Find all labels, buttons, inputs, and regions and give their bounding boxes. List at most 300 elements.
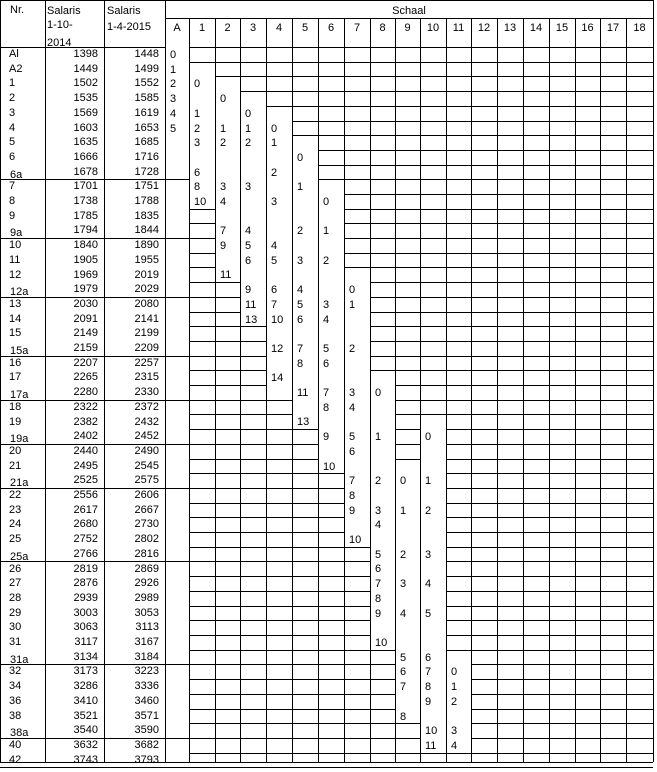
- row-nr: 36: [9, 694, 22, 707]
- row-nr: 19: [9, 415, 22, 428]
- row-salary-2014: 2680: [73, 518, 98, 531]
- scale-step: 2: [220, 137, 227, 149]
- row-nr: 21a: [10, 477, 29, 490]
- schaal-col-header: 17: [606, 22, 620, 34]
- row-salary-2015: 2141: [134, 312, 159, 325]
- scale-step: 4: [323, 314, 330, 326]
- scale-step: 1: [349, 299, 356, 311]
- scale-step: 5: [170, 123, 177, 135]
- row-nr: 31a: [10, 653, 29, 666]
- scale-step: 8: [400, 711, 407, 723]
- scale-step: 4: [220, 196, 227, 208]
- row-salary-2015: 2926: [134, 577, 159, 590]
- scale-step: 1: [425, 475, 432, 487]
- scale-step: 10: [375, 637, 388, 649]
- row-nr: 13: [9, 297, 22, 310]
- scale-step: 3: [271, 196, 278, 208]
- row-salary-2014: 3521: [73, 709, 98, 722]
- row-salary-2014: 1535: [73, 92, 98, 105]
- row-salary-2014: 2939: [73, 591, 98, 604]
- row-salary-2015: 1955: [134, 253, 159, 266]
- row-salary-2014: 1738: [73, 195, 98, 207]
- scale-step: 1: [245, 123, 252, 135]
- row-nr: 6a: [10, 168, 23, 181]
- row-nr: 12a: [10, 286, 29, 299]
- scale-step: 5: [245, 240, 252, 252]
- row-salary-2015: 1448: [134, 48, 159, 60]
- row-nr: 11: [9, 253, 21, 266]
- scale-step: 6: [425, 652, 432, 664]
- schaal-header-rule: [165, 18, 653, 19]
- scale-step: 3: [170, 93, 177, 105]
- row-salary-2014: 3410: [73, 694, 98, 707]
- scale-step: 1: [170, 64, 177, 76]
- schaal-col-header: 8: [379, 22, 386, 34]
- schaal-col-header: 14: [529, 22, 543, 34]
- row-salary-2015: 2029: [134, 283, 159, 296]
- row-salary-2014: 1666: [73, 150, 98, 163]
- row-nr: 9: [9, 209, 16, 222]
- scale-step: 4: [245, 225, 252, 237]
- row-nr: 19a: [10, 433, 29, 446]
- scale-step: 5: [271, 255, 278, 267]
- scale-step: 3: [349, 387, 356, 399]
- scale-step: 2: [375, 475, 382, 487]
- row-salary-2015: 1788: [134, 195, 159, 207]
- scale-step: 1: [220, 123, 227, 135]
- row-nr: 10: [9, 239, 22, 252]
- schaal-col-header: A: [173, 22, 181, 34]
- row-salary-2015: 2667: [134, 503, 159, 516]
- scale-step: 2: [170, 78, 177, 90]
- row-salary-2014: 1701: [73, 180, 98, 193]
- scale-step: 9: [245, 284, 252, 296]
- row-salary-2015: 2199: [134, 327, 159, 340]
- scale-step: 8: [375, 593, 382, 605]
- scale-step: 1: [323, 225, 330, 237]
- col-rule-nr: [45, 0, 46, 762]
- row-salary-2014: 2819: [73, 562, 98, 575]
- row-nr: 17: [9, 371, 22, 384]
- scale-step: 14: [271, 372, 284, 384]
- row-salary-2015: 3793: [134, 753, 159, 766]
- row-nr: 30: [9, 621, 22, 634]
- row-salary-2014: 1449: [73, 62, 98, 75]
- schaal-col-header: 4: [275, 22, 283, 34]
- scale-step: 3: [375, 505, 382, 517]
- scale-step: 10: [425, 725, 438, 737]
- row-salary-2015: 1890: [134, 239, 159, 252]
- scale-step: 3: [297, 255, 304, 267]
- row-salary-2015: 2330: [134, 386, 159, 399]
- row-salary-2014: 2030: [73, 297, 98, 310]
- scale-step: 1: [297, 181, 304, 193]
- row-salary-2014: 3743: [73, 753, 98, 766]
- row-salary-2015: 3167: [134, 636, 159, 648]
- row-salary-2014: 1398: [73, 48, 98, 60]
- row-salary-2015: 2575: [134, 474, 159, 487]
- schaal-col-header: 13: [503, 22, 517, 34]
- scale-step: 7: [323, 387, 330, 399]
- row-rule: [189, 341, 653, 342]
- scale-step: 0: [400, 475, 407, 487]
- row-salary-2015: 2432: [134, 415, 159, 428]
- row-salary-2014: 2766: [73, 547, 98, 560]
- scale-step: 7: [375, 578, 382, 590]
- schaal-col-header: 7: [353, 22, 361, 34]
- scale-step: 9: [220, 240, 227, 252]
- row-salary-2015: 3590: [134, 724, 159, 737]
- row-salary-2015: 2209: [134, 342, 159, 354]
- row-nr: 38: [9, 709, 22, 722]
- row-salary-2015: 1685: [134, 136, 159, 149]
- row-nr: 3: [9, 106, 16, 119]
- scale-step: 8: [297, 358, 304, 370]
- scale-step: 0: [271, 123, 278, 135]
- scale-step: 4: [297, 284, 304, 296]
- frame-top: [0, 0, 653, 1]
- row-rule: [189, 76, 653, 77]
- scale-step: 0: [194, 78, 201, 90]
- row-rule: [189, 414, 653, 415]
- row-salary-2014: 2159: [73, 342, 98, 354]
- scale-step: 6: [297, 314, 304, 326]
- scale-step: 3: [220, 181, 227, 193]
- scale-step: 7: [400, 681, 407, 693]
- row-nr: 4: [9, 121, 16, 134]
- scale-step: 3: [400, 578, 407, 590]
- row-nr: 5: [9, 136, 16, 149]
- scale-step: 8: [194, 181, 201, 193]
- scale-step: 6: [349, 446, 356, 458]
- row-salary-2015: 2490: [134, 444, 159, 457]
- row-salary-2014: 3063: [73, 621, 98, 634]
- schaal-col-header: 5: [301, 22, 309, 34]
- scale-step: 3: [425, 549, 432, 561]
- row-salary-2015: 2816: [134, 547, 159, 560]
- row-salary-2014: 2876: [73, 577, 98, 590]
- schaal-col-header: 1: [198, 22, 206, 34]
- scale-step: 1: [451, 681, 458, 693]
- scale-step: 12: [271, 343, 284, 355]
- row-salary-2014: 2091: [73, 312, 98, 325]
- row-salary-2014: 2752: [73, 533, 98, 546]
- scale-step: 1: [271, 137, 278, 149]
- scale-step: 4: [271, 240, 278, 252]
- header-salary-2014-line2: 1-10-: [47, 19, 73, 31]
- scale-step: 2: [271, 167, 278, 179]
- row-salary-2015: 1499: [134, 62, 159, 75]
- scale-step: 5: [297, 299, 304, 311]
- scale-step: 13: [297, 416, 310, 428]
- row-salary-2014: 2440: [73, 444, 98, 457]
- row-rule: [189, 91, 653, 92]
- row-salary-2015: 3113: [135, 621, 159, 634]
- scale-step: 9: [375, 608, 382, 620]
- row-salary-2015: 2452: [134, 430, 159, 443]
- scale-step: 10: [271, 314, 284, 326]
- row-nr: 2: [9, 92, 16, 105]
- scale-step: 2: [400, 549, 407, 561]
- header-salary-2015-line2: 1-4-2015: [107, 21, 152, 33]
- row-salary-2014: 2265: [73, 371, 98, 384]
- row-nr: 29: [9, 606, 22, 619]
- row-salary-2014: 1635: [73, 136, 98, 149]
- scale-step: 6: [400, 666, 407, 678]
- row-nr: 25a: [10, 550, 29, 563]
- scale-step: 6: [194, 167, 201, 179]
- row-salary-2014: 1603: [73, 121, 98, 134]
- row-salary-2015: 1653: [134, 121, 159, 134]
- row-nr: 34: [9, 680, 22, 693]
- scale-step: 0: [425, 431, 432, 443]
- row-rule: [189, 326, 653, 327]
- row-salary-2014: 1905: [73, 253, 98, 266]
- schaal-col-header: 3: [249, 22, 257, 34]
- scale-step: 2: [297, 225, 304, 237]
- scale-step: 10: [323, 461, 336, 473]
- scale-step: 9: [425, 696, 432, 708]
- row-salary-2014: 3632: [73, 738, 98, 751]
- frame-left: [0, 0, 1, 762]
- scale-step: 6: [323, 358, 330, 370]
- row-nr: 26: [9, 562, 22, 575]
- scale-step: 1: [400, 505, 407, 517]
- row-salary-2015: 1835: [134, 209, 159, 222]
- scale-step: 7: [220, 225, 227, 237]
- scale-step: 8: [425, 681, 432, 693]
- row-nr: 8: [9, 195, 16, 207]
- scale-step: 9: [323, 431, 330, 443]
- row-nr: 15a: [10, 345, 29, 357]
- row-salary-2014: 2617: [73, 503, 98, 516]
- row-salary-2015: 2257: [134, 356, 159, 369]
- row-nr: 1: [9, 77, 16, 90]
- row-salary-2015: 3336: [134, 680, 159, 693]
- scale-step: 0: [349, 284, 356, 296]
- row-salary-2014: 1502: [73, 77, 98, 90]
- row-salary-2014: 3173: [73, 665, 98, 678]
- header-nr: Nr.: [10, 4, 25, 16]
- scale-step: 5: [375, 549, 382, 561]
- row-salary-2014: 1969: [73, 268, 98, 281]
- frame-right: [653, 0, 654, 762]
- scale-step: 0: [375, 387, 382, 399]
- row-salary-2015: 1619: [134, 106, 159, 119]
- row-salary-2015: 3184: [134, 650, 159, 663]
- scale-step: 5: [323, 343, 330, 355]
- scale-step: 0: [451, 666, 458, 678]
- scale-step: 6: [271, 284, 278, 296]
- row-salary-2015: 3571: [134, 709, 159, 722]
- scale-step: 2: [323, 255, 330, 267]
- row-nr: 16: [9, 356, 22, 369]
- row-nr: 21: [9, 459, 22, 472]
- row-nr: 24: [9, 518, 22, 531]
- row-nr: 6: [9, 150, 16, 163]
- row-nr: 32: [9, 665, 22, 678]
- row-nr: 25: [9, 533, 22, 546]
- scale-step: 3: [194, 137, 201, 149]
- row-salary-2014: 2382: [73, 415, 98, 428]
- scale-step: 4: [451, 740, 458, 752]
- row-rule: [189, 62, 653, 63]
- scale-step: 5: [400, 652, 407, 664]
- row-rule: [189, 370, 653, 371]
- schaal-col-header: 2: [224, 22, 231, 34]
- scale-step: 1: [375, 431, 382, 443]
- row-salary-2014: 2556: [73, 489, 98, 501]
- row-salary-2015: 3682: [134, 738, 159, 751]
- row-nr: 22: [9, 489, 22, 501]
- scale-step: 4: [400, 608, 407, 620]
- row-salary-2015: 3460: [134, 694, 159, 707]
- row-nr: Al: [9, 48, 19, 60]
- scale-step: 3: [451, 725, 458, 737]
- row-salary-2014: 3540: [73, 724, 98, 737]
- row-nr: 40: [9, 738, 22, 751]
- row-salary-2014: 3134: [73, 650, 98, 663]
- row-salary-2015: 1716: [134, 150, 159, 163]
- frame-bottom: [0, 762, 653, 763]
- schaal-col-header: 15: [555, 22, 569, 34]
- scale-step: 6: [375, 563, 382, 575]
- scale-step: 5: [425, 608, 432, 620]
- row-salary-2015: 2802: [134, 533, 159, 546]
- schaal-col-header: 12: [477, 22, 491, 34]
- row-salary-2014: 3117: [74, 636, 98, 648]
- header-schaal: Schaal: [392, 5, 426, 17]
- row-rule: [189, 385, 653, 386]
- row-salary-2014: 1785: [73, 209, 98, 222]
- scale-step: 1: [194, 108, 201, 120]
- scale-step: 2: [245, 137, 252, 149]
- scale-step: 0: [245, 108, 252, 120]
- scale-step: 0: [323, 196, 330, 208]
- scale-step: 0: [170, 49, 177, 61]
- row-nr: 42: [9, 753, 22, 766]
- row-nr: 31: [9, 636, 22, 648]
- row-salary-2014: 2525: [73, 474, 98, 487]
- row-salary-2014: 3286: [73, 680, 98, 693]
- row-nr: 38a: [10, 727, 29, 740]
- scale-step: 7: [271, 299, 278, 311]
- row-salary-2015: 1728: [134, 165, 159, 178]
- row-salary-2015: 2372: [134, 400, 159, 413]
- scale-step: 8: [323, 402, 330, 414]
- scale-step: 3: [323, 299, 330, 311]
- scale-step: 2: [451, 696, 458, 708]
- scale-step: 2: [194, 123, 201, 135]
- row-nr: 12: [9, 268, 22, 281]
- row-salary-2015: 3053: [134, 606, 159, 619]
- row-salary-2014: 2322: [73, 400, 98, 413]
- scale-step: 4: [349, 402, 356, 414]
- row-salary-2014: 1569: [73, 106, 98, 119]
- schaal-col-header: 11: [452, 22, 465, 34]
- row-salary-2014: 1794: [73, 224, 98, 237]
- scale-step: 9: [349, 505, 356, 517]
- row-nr: 9a: [10, 227, 23, 240]
- row-nr: 20: [9, 444, 22, 457]
- row-salary-2015: 2606: [134, 489, 159, 501]
- scale-step: 7: [425, 666, 432, 678]
- scale-step: 2: [349, 343, 356, 355]
- schaal-col-header: 16: [581, 22, 594, 34]
- scale-step: 11: [245, 299, 257, 311]
- row-salary-2014: 2149: [73, 327, 98, 340]
- row-nr: 27: [9, 577, 22, 590]
- row-salary-2015: 1751: [134, 180, 159, 193]
- scale-step: 3: [245, 181, 252, 193]
- scale-step: 0: [297, 152, 304, 164]
- row-salary-2015: 2545: [134, 459, 159, 472]
- row-salary-2015: 1585: [134, 92, 159, 105]
- row-salary-2015: 2019: [134, 268, 159, 281]
- row-nr: A2: [9, 62, 23, 75]
- row-nr: 23: [9, 503, 22, 516]
- schaal-col-header: 18: [633, 22, 646, 34]
- row-salary-2015: 3223: [134, 665, 159, 678]
- row-nr: 28: [9, 591, 22, 604]
- row-rule: [189, 753, 653, 754]
- scale-step: 4: [170, 108, 177, 120]
- group-rule: [0, 767, 653, 768]
- schaal-col-header: 9: [404, 22, 411, 34]
- row-nr: 15: [9, 327, 22, 340]
- row-salary-2015: 2989: [134, 591, 159, 604]
- scale-step: 13: [245, 314, 258, 326]
- row-salary-2014: 1840: [73, 239, 98, 252]
- row-nr: 18: [9, 400, 22, 413]
- row-salary-2014: 1678: [73, 165, 98, 178]
- row-nr: 17a: [10, 389, 29, 402]
- row-nr: 14: [9, 312, 22, 325]
- scale-step: 4: [425, 578, 432, 590]
- row-salary-2015: 2080: [134, 297, 159, 310]
- scale-step: 8: [349, 490, 356, 502]
- scale-step: 5: [349, 431, 356, 443]
- row-salary-2015: 1844: [134, 224, 159, 237]
- scale-step: 11: [425, 740, 437, 752]
- scale-step: 0: [220, 93, 227, 105]
- row-salary-2014: 2280: [73, 386, 98, 399]
- scale-step: 10: [349, 534, 362, 546]
- scale-step: 2: [425, 505, 432, 517]
- row-salary-2015: 2869: [134, 562, 159, 575]
- row-salary-2014: 3003: [73, 606, 98, 619]
- scale-step: 7: [297, 343, 304, 355]
- scale-step: 4: [375, 519, 382, 531]
- row-nr: 7: [9, 180, 16, 193]
- scale-step: 7: [349, 475, 356, 487]
- schaal-col-header: 10: [426, 22, 440, 34]
- row-salary-2015: 2315: [134, 371, 159, 384]
- scale-step: 10: [194, 196, 207, 208]
- row-salary-2015: 1552: [134, 77, 159, 90]
- row-salary-2014: 2207: [73, 356, 98, 369]
- schaal-col-header: 6: [327, 22, 335, 34]
- row-salary-2015: 2730: [134, 518, 159, 531]
- scale-step: 11: [220, 269, 232, 281]
- header-salary-2015-line1: Salaris: [107, 5, 141, 17]
- header-salary-2014-line3: 2014: [47, 37, 72, 49]
- row-salary-2014: 2495: [73, 459, 98, 472]
- row-salary-2014: 1979: [73, 283, 98, 296]
- scale-step: 6: [245, 255, 252, 267]
- header-salary-2014-line1: Salaris: [47, 5, 81, 17]
- scale-step: 11: [297, 387, 309, 399]
